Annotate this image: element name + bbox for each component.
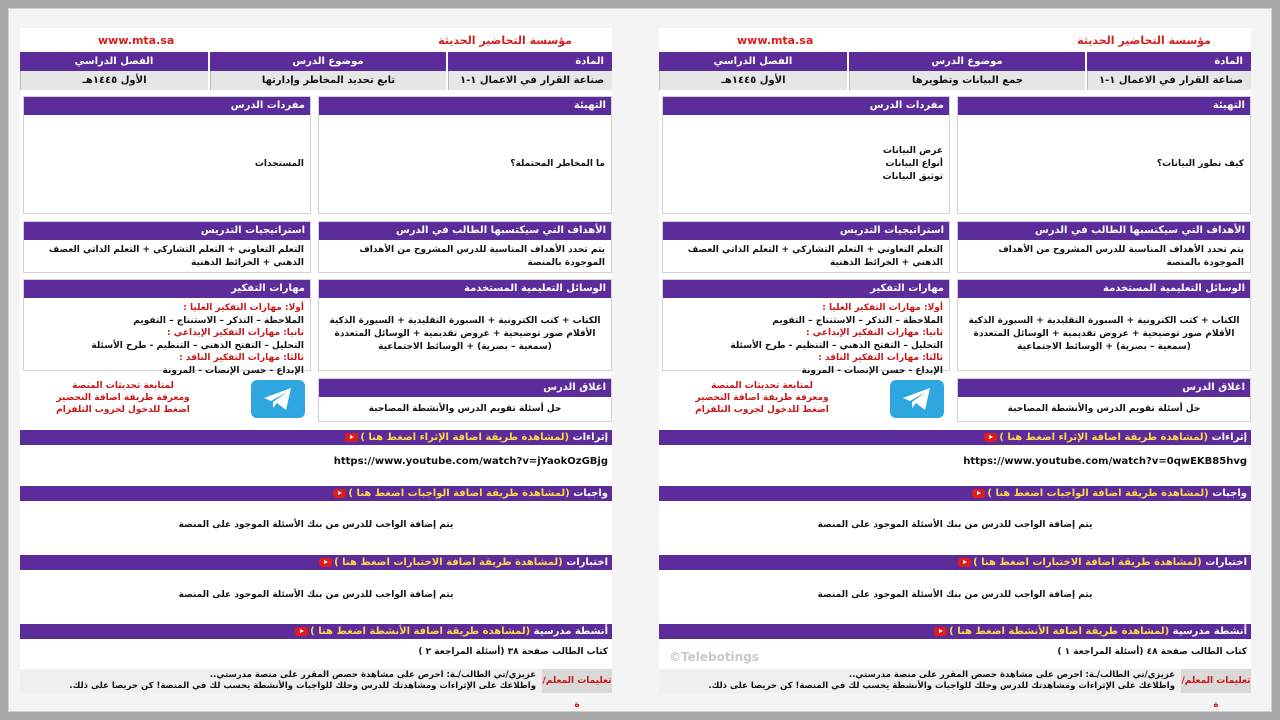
term-value: الأول ١٤٤٥هـ: [20, 71, 208, 90]
thinking-heading-3: ثالثا: مهارات التفكير الناقد :: [818, 353, 943, 363]
media-box: [957, 279, 1251, 371]
warmup-text: ما المخاطر المحتملة؟: [510, 158, 605, 169]
youtube-icon[interactable]: [972, 489, 985, 498]
closing-box: [957, 378, 1251, 422]
thinking-title: مهارات التفكير: [24, 280, 310, 298]
thinking-title: مهارات التفكير: [663, 280, 949, 298]
youtube-icon[interactable]: [934, 627, 947, 636]
goals-title: الأهداف التي سيكتسبها الطالب في الدرس: [958, 222, 1250, 240]
watermark: ©Telebotings: [669, 650, 759, 664]
strategies-title: استراتيجيات التدريس: [24, 222, 310, 240]
brand-bar: [659, 34, 1251, 50]
homework-hint[interactable]: (لمشاهدة طريقة اضافة الواجبات اضغط هنا ): [348, 488, 570, 499]
teacher-tips-row: [20, 669, 612, 710]
warmup-title: التهيئة: [958, 97, 1250, 115]
topic-value: تابع تحديد المخاطر وإدارتها: [210, 71, 446, 90]
tests-hint[interactable]: (لمشاهدة طريقة اضافة الاختبارات اضغط هنا ): [973, 557, 1202, 568]
teacher-tips-line-1: عزيزي/تي الطالب/ـة: احرص على مشاهدة حصص المقرر على منصة مدرستي..: [848, 670, 1175, 680]
strategies-box: [23, 221, 311, 273]
term-label: الفصل الدراسي: [659, 52, 847, 71]
enrich-label: إثراءات: [1211, 432, 1247, 443]
activities-label: أنشطة مدرسية: [1172, 626, 1247, 637]
tests-text: يتم إضافة الواجب للدرس من بنك الأسئلة الموجود على المنصة: [817, 590, 1093, 600]
tests-hint[interactable]: (لمشاهدة طريقة اضافة الاختبارات اضغط هنا ): [334, 557, 563, 568]
thinking-heading-1: أولا: مهارات التفكير العليا :: [183, 303, 304, 313]
vocab-title: مفردات الدرس: [24, 97, 310, 115]
topic-label: موضوع الدرس: [210, 52, 446, 71]
media-box: [318, 279, 612, 371]
enrich-label: إثراءات: [572, 432, 608, 443]
goals-text: يتم تحدد الأهداف المناسبة للدرس المشروح من الأهداف الموجودة بالمنصة: [359, 245, 605, 268]
tests-label: اختبارات: [566, 557, 608, 568]
enrich-hint[interactable]: (لمشاهدة طريقة اضافة الإثراء اضغط هنا ): [360, 432, 570, 443]
topic-label: موضوع الدرس: [849, 52, 1085, 71]
subject-value: صناعة القرار في الاعمال ١-١: [448, 71, 612, 90]
thinking-heading-1: أولا: مهارات التفكير العليا :: [822, 303, 943, 313]
media-text: الكتاب + كتب الكترونية + السبورة التقليدية + السبورة الذكية الأقلام صور توضيحية + عروض تقديمية + الوسائل المتعددة (سمعية – بصرية) + الوسائط الاجتماعية: [968, 315, 1240, 352]
brand-bar: [20, 34, 612, 50]
subject-label: المادة: [1087, 52, 1251, 71]
closing-title: اغلاق الدرس: [319, 379, 611, 397]
strategies-box: [662, 221, 950, 273]
thinking-text-2: التحليل – التفتح الذهني – التنظيم - طرح الأسئلة: [91, 340, 304, 351]
homework-band[interactable]: [20, 486, 612, 501]
activities-hint[interactable]: (لمشاهدة طريقة اضافة الأنشطة اضغط هنا ): [310, 626, 531, 637]
homework-text: يتم إضافة الواجب للدرس من بنك الأسئلة الموجود على المنصة: [817, 520, 1093, 530]
warmup-title: التهيئة: [319, 97, 611, 115]
enrich-url[interactable]: https://www.youtube.com/watch?v=jYaokOzGBjg: [333, 456, 608, 467]
homework-band[interactable]: [659, 486, 1251, 501]
vocab-box: [23, 96, 311, 214]
tests-label: اختبارات: [1205, 557, 1247, 568]
telegram-text-2: ومعرفة طريقة اضافة التحضير: [56, 393, 190, 403]
homework-hint[interactable]: (لمشاهدة طريقة اضافة الواجبات اضغط هنا ): [987, 488, 1209, 499]
vocab-item: توثيق البيانات: [882, 171, 943, 182]
topic-value: جمع البيانات وتطويرها: [849, 71, 1085, 90]
thinking-text-3: الإبداع - حسن الإنصات - المرونة: [162, 365, 304, 376]
vocab-item: المستجدات: [254, 158, 304, 169]
lesson-plan-page-left: [20, 28, 612, 710]
youtube-icon[interactable]: [295, 627, 308, 636]
goals-text: يتم تحدد الأهداف المناسبة للدرس المشروح من الأهداف الموجودة بالمنصة: [998, 245, 1244, 268]
enrich-band[interactable]: [20, 430, 612, 445]
vocab-item: عرض البيانات: [883, 145, 943, 156]
enrich-band[interactable]: [659, 430, 1251, 445]
youtube-icon[interactable]: [958, 558, 971, 567]
site-link[interactable]: www.mta.sa: [98, 34, 175, 47]
telegram-text-1: لمتابعة تحديثات المنصة: [72, 381, 174, 391]
enrich-hint[interactable]: (لمشاهدة طريقة اضافة الإثراء اضغط هنا ): [999, 432, 1209, 443]
vocab-box: [662, 96, 950, 214]
lesson-plan-page-right: [659, 28, 1251, 710]
term-value: الأول ١٤٤٥هـ: [659, 71, 847, 90]
site-link[interactable]: www.mta.sa: [737, 34, 814, 47]
thinking-text-1: الملاحظة – التذكر – الاستنتاج – التقويم: [133, 315, 304, 326]
org-name: مؤسسة التحاضير الحديثة: [438, 34, 572, 47]
teacher-tips-line-1: عزيزي/تي الطالب/ـة: احرص على مشاهدة حصص المقرر على منصة مدرستي..: [209, 670, 536, 680]
telegram-text-3: اضغط للدخول لجروب التلقرام: [56, 405, 190, 415]
telegram-promo[interactable]: [662, 376, 950, 424]
vocab-item: أنواع البيانات: [885, 158, 943, 169]
closing-text: حل أسئلة تقويم الدرس والأنشطة المصاحبة: [1007, 404, 1201, 414]
activities-band[interactable]: [20, 624, 612, 639]
youtube-icon[interactable]: [984, 433, 997, 442]
youtube-icon[interactable]: [333, 489, 346, 498]
strategies-text: التعلم التعاوني + التعلم التشاركي + التعلم الذاتي العصف الذهني + الخرائط الذهنية: [48, 245, 304, 268]
warmup-box: [957, 96, 1251, 214]
closing-title: اغلاق الدرس: [958, 379, 1250, 397]
activities-hint[interactable]: (لمشاهدة طريقة اضافة الأنشطة اضغط هنا ): [949, 626, 1170, 637]
term-label: الفصل الدراسي: [20, 52, 208, 71]
teacher-tips-row: [659, 669, 1251, 710]
activities-text: كتاب الطالب صفحة ٣٨ (أسئلة المراجعة ٢ ): [418, 647, 608, 657]
thinking-text-3: الإبداع - حسن الإنصات - المرونة: [801, 365, 943, 376]
thinking-text-1: الملاحظة – التذكر – الاستنتاج – التقويم: [772, 315, 943, 326]
subject-label: المادة: [448, 52, 612, 71]
vocab-title: مفردات الدرس: [663, 97, 949, 115]
org-name: مؤسسة التحاضير الحديثة: [1077, 34, 1211, 47]
telegram-promo[interactable]: [23, 376, 311, 424]
thinking-box: [23, 279, 311, 376]
telegram-icon[interactable]: [251, 380, 305, 418]
activities-text: كتاب الطالب صفحة ٤٨ (أسئلة المراجعة ١ ): [1057, 647, 1247, 657]
media-text: الكتاب + كتب الكترونية + السبورة التقليدية + السبورة الذكية الأقلام صور توضيحية + عروض تقديمية + الوسائل المتعددة (سمعية – بصرية) + الوسائط الاجتماعية: [329, 315, 601, 352]
media-title: الوسائل التعليمية المستخدمة: [319, 280, 611, 298]
strategies-text: التعلم التعاوني + التعلم التشاركي + التعلم الذاتي العصف الذهني + الخرائط الذهنية: [687, 245, 943, 268]
goals-title: الأهداف التي سيكتسبها الطالب في الدرس: [319, 222, 611, 240]
homework-label: واجبات: [573, 488, 608, 499]
activities-label: أنشطة مدرسية: [533, 626, 608, 637]
thinking-text-2: التحليل – التفتح الذهني – التنظيم - طرح الأسئلة: [730, 340, 943, 351]
homework-text: يتم إضافة الواجب للدرس من بنك الأسئلة الموجود على المنصة: [178, 520, 454, 530]
subject-value: صناعة القرار في الاعمال ١-١: [1087, 71, 1251, 90]
warmup-text: كيف نطور البيانات؟: [1156, 158, 1244, 169]
thinking-heading-2: ثانيا: مهارات التفكير الإبداعي :: [806, 328, 943, 338]
teacher-tips-label: تعليمات المعلم/ة: [542, 669, 612, 693]
thinking-box: [662, 279, 950, 376]
tests-text: يتم إضافة الواجب للدرس من بنك الأسئلة الموجود على المنصة: [178, 590, 454, 600]
thinking-heading-3: ثالثا: مهارات التفكير الناقد :: [179, 353, 304, 363]
warmup-box: [318, 96, 612, 214]
telegram-icon[interactable]: [890, 380, 944, 418]
media-title: الوسائل التعليمية المستخدمة: [958, 280, 1250, 298]
enrich-url[interactable]: https://www.youtube.com/watch?v=0qwEKB85hvg: [963, 456, 1247, 467]
youtube-icon[interactable]: [345, 433, 358, 442]
tests-band[interactable]: [20, 555, 612, 570]
activities-band[interactable]: [659, 624, 1251, 639]
telegram-text-3: اضغط للدخول لجروب التلقرام: [695, 405, 829, 415]
tests-band[interactable]: [659, 555, 1251, 570]
teacher-tips-label: تعليمات المعلم/ة: [1181, 669, 1251, 693]
homework-label: واجبات: [1212, 488, 1247, 499]
goals-box: [957, 221, 1251, 273]
telegram-text-2: ومعرفة طريقة اضافة التحضير: [695, 393, 829, 403]
thinking-heading-2: ثانيا: مهارات التفكير الإبداعي :: [167, 328, 304, 338]
telegram-text-1: لمتابعة تحديثات المنصة: [711, 381, 813, 391]
closing-box: [318, 378, 612, 422]
teacher-tips-line-2: واطلاعك على الإثراءات ومشاهدتك للدرس وحلك للواجبات والأنشطة يحسب لك في المنصة! كن حريصا على ذلك.: [708, 681, 1175, 691]
teacher-tips-line-2: واطلاعك على الإثراءات ومشاهدتك للدرس وحلك للواجبات والأنشطة يحسب لك في المنصة! كن حريصا على ذلك.: [69, 681, 536, 691]
lesson-header-table: [20, 52, 612, 90]
youtube-icon[interactable]: [319, 558, 332, 567]
closing-text: حل أسئلة تقويم الدرس والأنشطة المصاحبة: [368, 404, 562, 414]
lesson-header-table: [659, 52, 1251, 90]
goals-box: [318, 221, 612, 273]
strategies-title: استراتيجيات التدريس: [663, 222, 949, 240]
